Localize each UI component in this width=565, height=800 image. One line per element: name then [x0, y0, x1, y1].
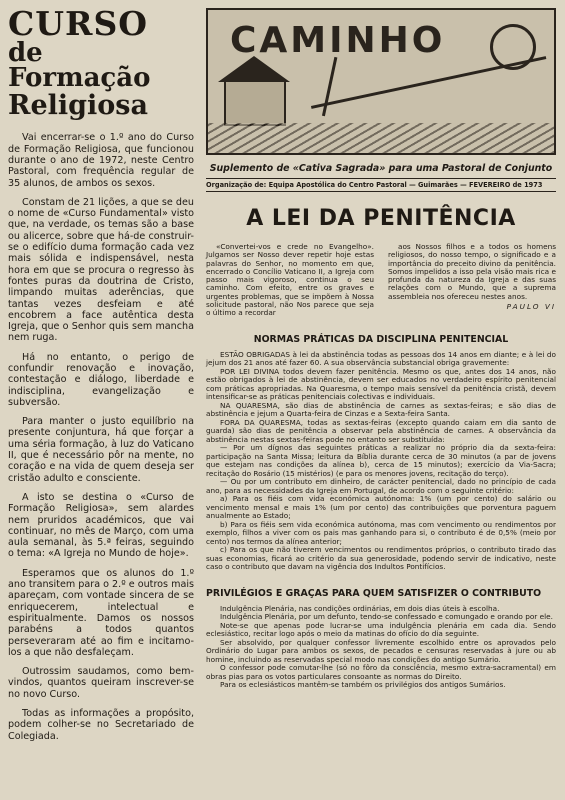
privileges-paragraph: Note-se que apenas pode lucrar-se uma indulgência plenária em cada dia. Sendo eclesiástico, recitar logo após o meio da matinas do ofício do dia seguinte.: [206, 620, 556, 639]
norms-paragraph: FORA DA QUARESMA, todas as sextas-feiras (excepto quando caiam em dia santo de guarda) são dias de penitência a observar pela abstinência de carnes. A observância da abstinência nestas sextas-feiras pode no entanto ser substituída:: [206, 417, 556, 444]
right-column: [206, 8, 556, 690]
norms-paragraph: a) Para os fiéis com vida económica autónoma: 1% (um por cento) do salário ou vencimento mensal e mais 1% (um por cento) das contribuições que porventura paguem anualmente ao Estado;: [206, 494, 556, 521]
organization-line: Organização de: Equipa Apostólica do Centro Pastoral — Guimarães — FEVEREIRO de 1973: [206, 178, 556, 192]
norms-paragraph: — Ou por um contributo em dinheiro, de carácter penitencial, dado no princípio de cada ano, para as necessidades da Igreja em Portugal, de acordo com o seguinte critério:: [206, 477, 556, 495]
privileges-heading: PRIVILÉGIOS E GRAÇAS PARA QUEM SATISFIZER O CONTRIBUTO: [206, 587, 542, 599]
course-title-line-2: de Formação: [8, 38, 151, 94]
norms-paragraph: — Por um dígnos das seguintes práticas a realizar no próprio dia da sexta-feira: participação na Santa Missa; leitura da Bíblia durante cerca de 30 minutos (a par de jovens que estejam nas condições da alínea b), cerca de 15 minutos); exercício da Via-Sacra; recitação do Rosário (15 mistérios) (e para os menores jovens, recitação do terço).: [206, 443, 556, 478]
privileges-paragraph: Ser absolvido, por qualquer confessor livremente escolhido entre os aprovados pelo Ordinário do Lugar para ambos os sexos, de pecados e censuras reservadas à jure ou ab homine, incluindo as reservadas special modo nas condições do antigo Sumário.: [206, 637, 556, 664]
house-illustration: [224, 80, 286, 126]
norms-paragraph: c) Para os que não tiverem vencimentos ou rendimentos próprios, o contributo tirado das suas economias, ficará ao critério da sua generosidade, podendo servir de indicativo, neste caso o contributo que davam na vigência dos Indultos Pontifícios.: [206, 545, 556, 572]
quote-column-1: [206, 243, 374, 318]
quote-signature: PAULO VI: [506, 302, 556, 312]
norms-paragraph: ESTÃO OBRIGADAS à lei da abstinência todas as pessoas dos 14 anos em diante; e à lei do jejum dos 21 anos até fazer 60. A sua observância substancial obriga gravemente:: [206, 349, 556, 368]
quote-column-2: [388, 243, 556, 318]
quote-text: «Convertei-vos e crede no Evangelho». Julgamos ser Nosso dever repetir hoje estas palavras do Senhor, no momento em que, encerrado o Concílio Vaticano II, a Igreja com passo mais vigoroso, continua o seu caminho. Com efeito, entre os graves e urgentes problemas, que se impõem à Nossa solicitude pastoral, não Nos parece que seja o último a recordar: [206, 242, 374, 318]
course-paragraph: A isto se destina o «Curso de Formação Religiosa», sem alardes nem pruridos académicos, que vai continuar, no mês de Março, com uma aula semanal, às 5.ª feiras, seguindo o tema: «A Igreja no Mundo de hoje».: [8, 491, 194, 560]
masthead-illustration: [206, 8, 556, 155]
sun-illustration: [490, 24, 536, 70]
ground-hatching: [208, 123, 554, 153]
course-paragraph: Constam de 21 lições, a que se deu o nome de «Curso Fundamental» visto que, na verdade, os temas são a base ou alicerce, sobre que há-de construir-se o edifício duma formação cada vez mais sólida e indispensável, nesta hora em que se procura o regresso às fontes puras da doutrina de Cristo, limpando muitas aderências, que tantas vezes desfeiam e até encobrem a face autêntica desta Igreja, que o Senhor quis sem mancha nem ruga.: [8, 196, 194, 344]
course-paragraph: Esperamos que os alunos do 1.º ano transitem para o 2.º e outros mais apareçam, com vontade sincera de se enriquecerem, intelectual e espiritualmente. Damos os nossos parabéns a todos quantos perseveraram até ao fim e incitamo-los a que não desfaleçam.: [8, 567, 194, 658]
article-headline: A LEI DA PENITÊNCIA: [246, 206, 516, 231]
course-paragraph: Todas as informações a propósito, podem colher-se no Secretariado de Colegiada.: [8, 708, 194, 742]
masthead-title: CAMINHO: [230, 20, 446, 61]
norms-paragraph: NA QUARESMA, são dias de abstinência de carnes as sextas-feiras; e são dias de abstinência e jejum a Quarta-feira de Cinzas e a Sexta-feira Santa.: [206, 400, 556, 419]
course-paragraph: Para manter o justo equilíbrio na presente conjuntura, há que forçar a uma séria formação, à luz do Vaticano II, que é necessário pôr na mente, no coração e na vida de quem deseja ser cristão adulto e consciente.: [8, 416, 194, 484]
norms-paragraph: POR LEI DIVINA todos devem fazer penitência. Mesmo os que, antes dos 14 anos, não estão obrigados à lei de abstinência, devem ser educados no verdadeiro espírito penitencial com práticas apropriadas. Na Quaresma, o tempo mais sensível da penitência cristã, devem intensificar-se as práticas penitenciais colectivas e individuais.: [206, 366, 556, 402]
left-column: [8, 4, 194, 750]
privileges-paragraph: Indulgência Plenária, nas condições ordinárias, em dois dias úteis à escolha.: [220, 603, 500, 613]
privileges-paragraph: Para os eclesiásticos mantêm-se também os privilégios dos antigos Sumários.: [220, 680, 506, 690]
course-paragraph: Vai encerrar-se o 1.º ano do Curso de Formação Religiosa, que funcionou durante o ano de 1972, neste Centro Pastoral, com frequência regular de 35 alunos, de ambos os sexos.: [8, 132, 194, 189]
course-paragraph: Há no entanto, o perigo de confundir renovação e inovação, contestação e diálogo, liberdade e indisciplina, evangelização e subversão.: [8, 351, 194, 408]
course-title-line-1: CURSO: [8, 4, 149, 43]
course-title-line-3: Religiosa: [8, 89, 148, 121]
privileges-paragraph: O confessor pode comutar-lhe (só no fôro da consciência, mesmo extra-sacramental) em obras pias para os votos particulares consoante as normas do Direito.: [206, 663, 556, 681]
norms-paragraph: b) Para os fiéis sem vida económica autónoma, mas com vencimento ou rendimentos por exemplo, filhos a viver com os pais mas ganhando para si, o contributo é de 0,5% (meio por cento) nos termos da alínea anterior;: [206, 519, 556, 546]
norms-heading: NORMAS PRÁTICAS DA DISCIPLINA PENITENCIAL: [253, 333, 509, 345]
course-paragraph: Outrossim saudamos, como bem-vindos, quantos queiram inscrever-se no novo Curso.: [8, 666, 194, 700]
quote-columns: [206, 243, 556, 318]
privileges-paragraph: Indulgência Plenária, por um defunto, tendo-se confessado e comungado e orando por ele.: [220, 612, 553, 622]
quote-text: aos Nossos filhos e a todos os homens religiosos, do nosso tempo, o significado e a importância do preceito divino da penitência. Somos impelidos a isso pela visão mais rica e profunda da natureza da Igreja e das suas relações com o Mundo, que a suprema assembleia nos ofereceu nestes anos.: [388, 242, 556, 301]
supplement-line: Suplemento de «Cativa Sagrada» para uma Pastoral de Conjunto: [209, 163, 553, 174]
